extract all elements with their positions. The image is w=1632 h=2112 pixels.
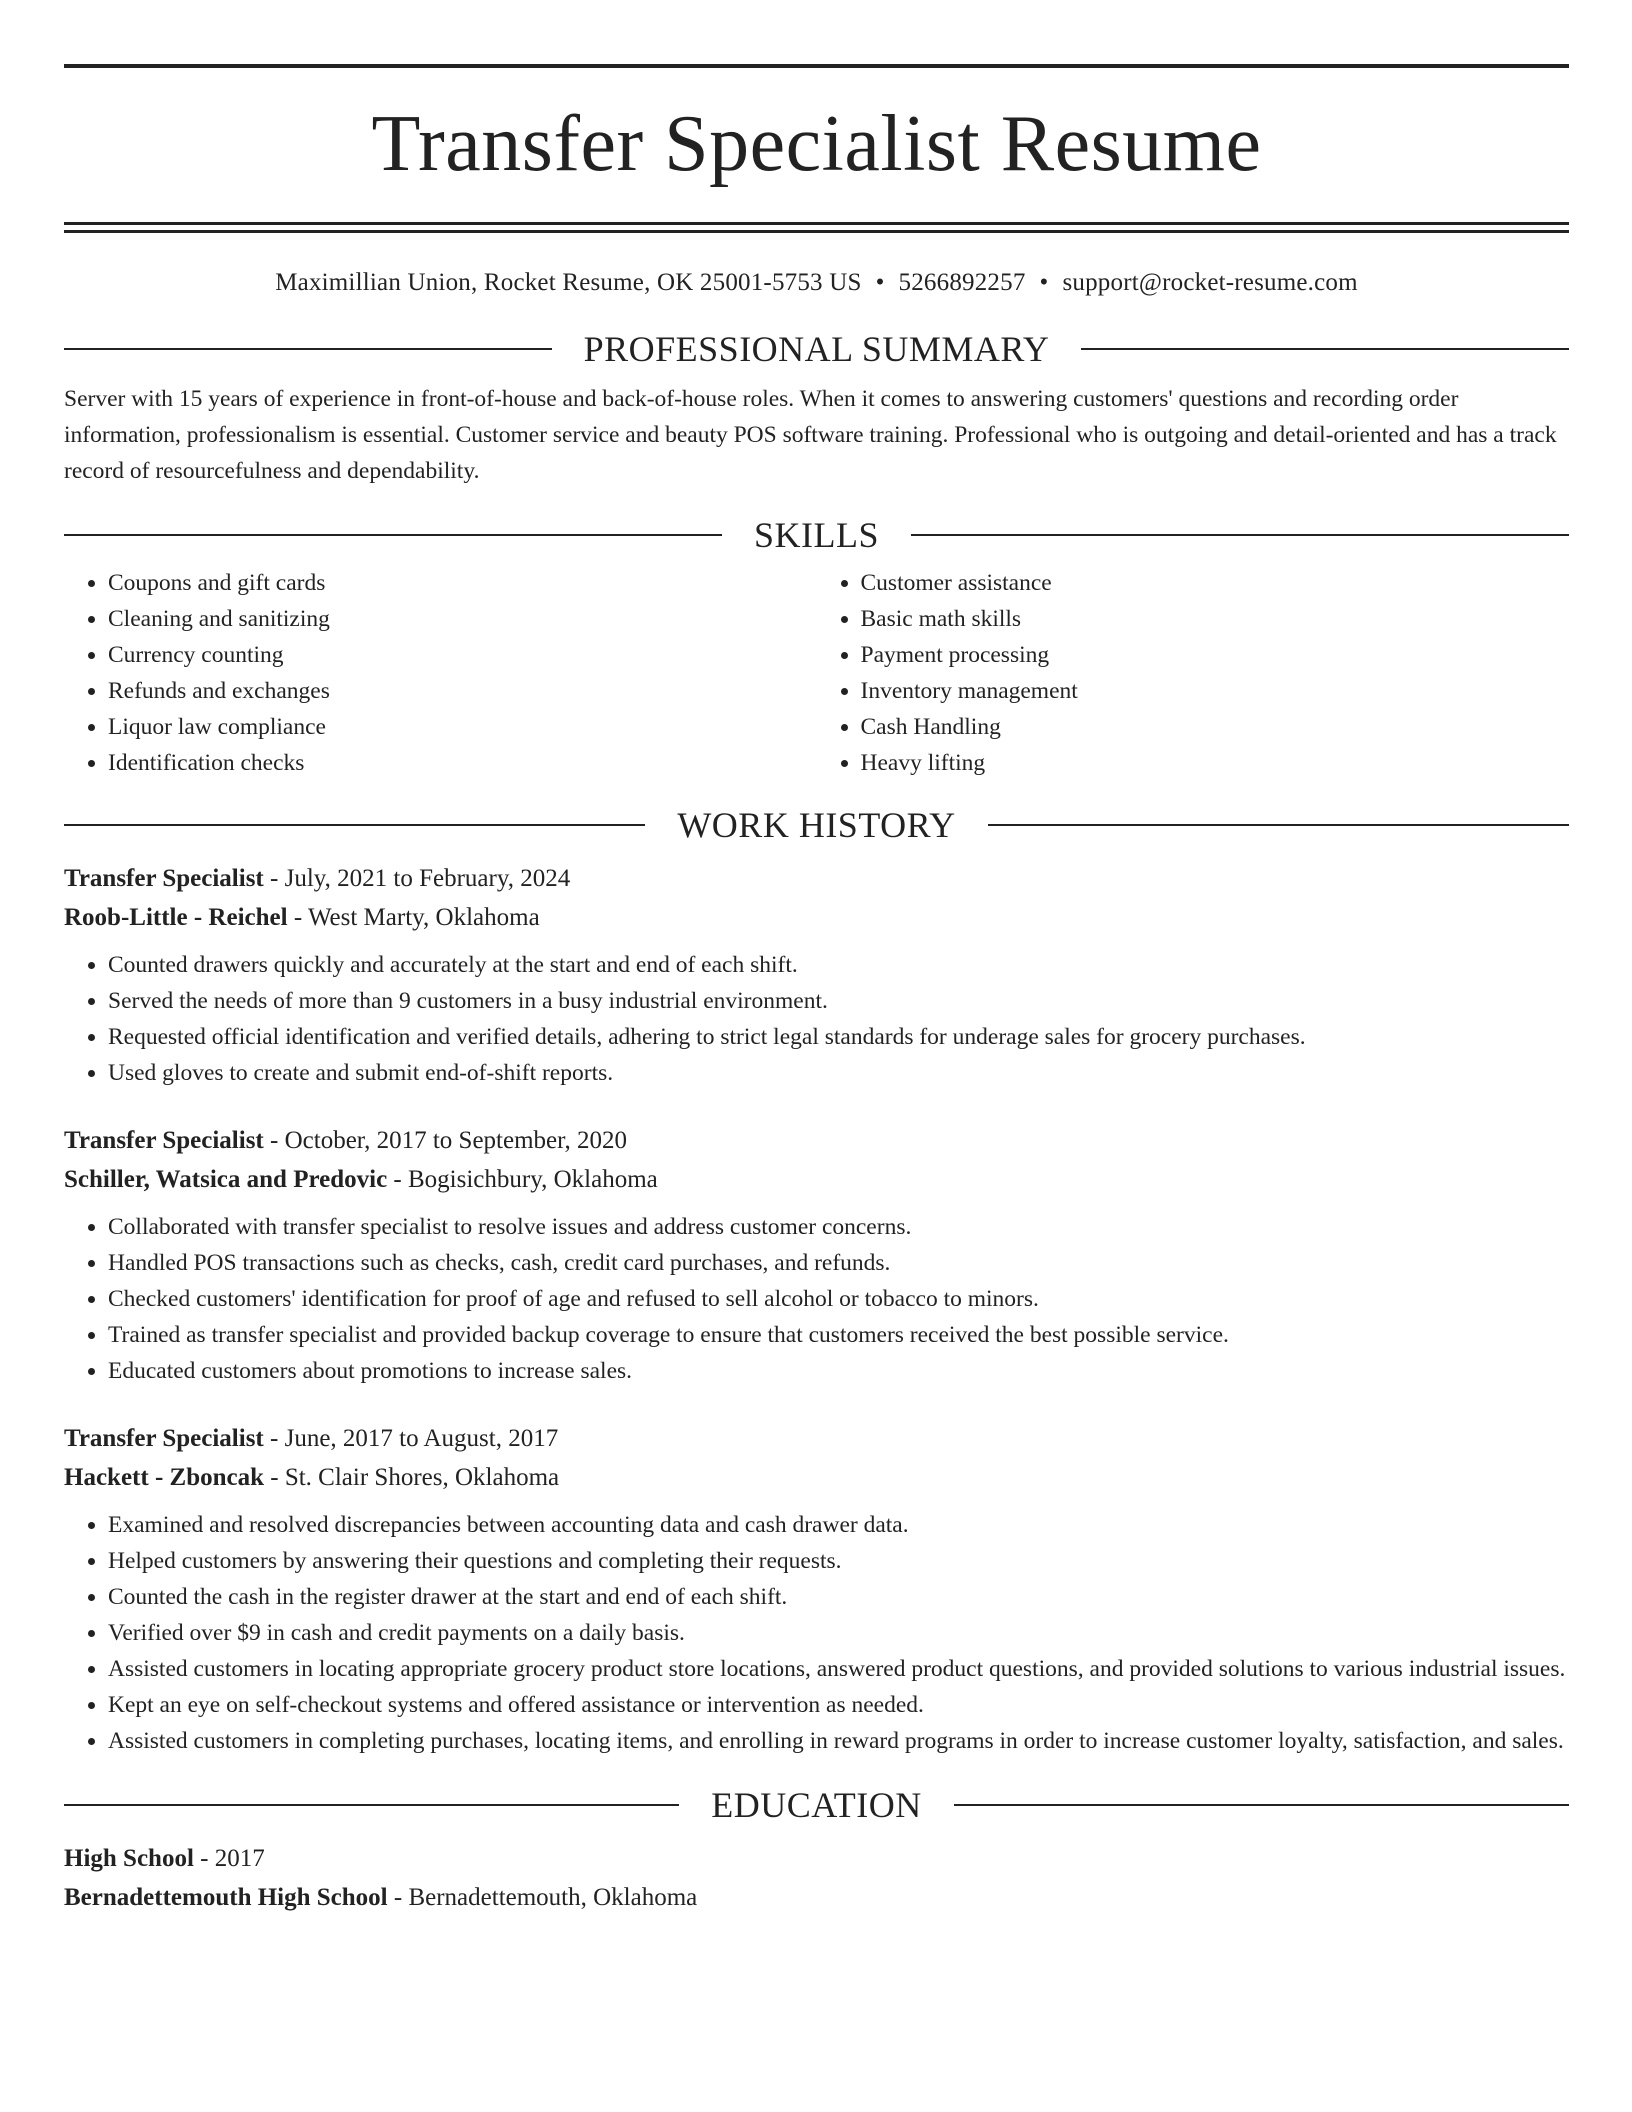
job-bullet: • Checked customers' identification for proof of age and refused to sell alcohol or tobacco to minors. — [108, 1281, 1569, 1317]
work-section-header — [64, 805, 1569, 845]
job-bullet: • Served the needs of more than 9 customers in a busy industrial environment. — [108, 983, 1569, 1019]
job-bullet: • Collaborated with transfer specialist to resolve issues and address customer concerns. — [108, 1209, 1569, 1245]
job-bullet: • Handled POS transactions such as checks, cash, credit card purchases, and refunds. — [108, 1245, 1569, 1281]
education-degree: High School — [64, 1845, 194, 1872]
section-divider — [954, 1804, 1569, 1806]
job-title: Transfer Specialist — [64, 1127, 264, 1154]
section-divider — [1081, 348, 1569, 350]
skill-item: • Cleaning and sanitizing — [108, 601, 817, 637]
job-bullet: • Examined and resolved discrepancies between accounting data and cash drawer data. — [108, 1507, 1569, 1543]
job-company-line: Roob-Little - Reichel - West Marty, Oklahoma — [64, 904, 540, 931]
job-entry — [64, 1419, 1569, 1759]
skill-item: • Basic math skills — [861, 601, 1570, 637]
skills-heading: SKILLS — [754, 515, 880, 555]
job-bullets — [64, 1209, 1569, 1389]
job-bullet: • Counted the cash in the register drawer at the start and end of each shift. — [108, 1579, 1569, 1615]
summary-heading: PROFESSIONAL SUMMARY — [583, 329, 1050, 369]
job-entry — [64, 1121, 1569, 1389]
section-divider — [64, 1804, 679, 1806]
education-school: Bernadettemouth High School — [64, 1884, 388, 1911]
skill-item: • Liquor law compliance — [108, 709, 817, 745]
job-bullet: • Counted drawers quickly and accurately at the start and end of each shift. — [108, 947, 1569, 983]
section-divider — [911, 534, 1569, 536]
job-title: Transfer Specialist — [64, 865, 264, 892]
section-divider — [988, 824, 1569, 826]
job-title: Transfer Specialist — [64, 1425, 264, 1452]
work-heading: WORK HISTORY — [677, 805, 956, 845]
skill-item: • Refunds and exchanges — [108, 673, 817, 709]
job-title-line: Transfer Specialist - October, 2017 to September, 2020 — [64, 1127, 627, 1154]
education-heading: EDUCATION — [711, 1785, 922, 1825]
skill-item: • Coupons and gift cards — [108, 565, 817, 601]
job-bullet: • Kept an eye on self-checkout systems and offered assistance or intervention as needed. — [108, 1687, 1569, 1723]
resume-title: Transfer Specialist Resume — [371, 100, 1262, 188]
skills-column-left — [64, 565, 817, 781]
job-bullets — [64, 1507, 1569, 1759]
job-location: St. Clair Shores, Oklahoma — [284, 1464, 560, 1491]
skill-item: • Payment processing — [861, 637, 1570, 673]
job-dates: October, 2017 to September, 2020 — [284, 1127, 627, 1154]
job-dates: June, 2017 to August, 2017 — [284, 1425, 559, 1452]
job-entry — [64, 859, 1569, 1091]
job-bullet: • Verified over $9 in cash and credit payments on a daily basis. — [108, 1615, 1569, 1651]
education-location: Bernadettemouth, Oklahoma — [408, 1884, 698, 1911]
skill-item: • Customer assistance — [861, 565, 1570, 601]
job-bullets — [64, 947, 1569, 1091]
job-title-line: Transfer Specialist - June, 2017 to August, 2017 — [64, 1425, 559, 1452]
job-title-line: Transfer Specialist - July, 2021 to February, 2024 — [64, 865, 571, 892]
contact-separator: • — [875, 269, 885, 296]
skill-item: • Currency counting — [108, 637, 817, 673]
education-school-line: Bernadettemouth High School - Bernadettemouth, Oklahoma — [64, 1884, 698, 1911]
job-bullet: • Helped customers by answering their questions and completing their requests. — [108, 1543, 1569, 1579]
skills-column-right — [817, 565, 1570, 781]
skill-item: • Inventory management — [861, 673, 1570, 709]
skill-item: • Cash Handling — [861, 709, 1570, 745]
job-bullet: • Trained as transfer specialist and provided backup coverage to ensure that customers received the best possible service. — [108, 1317, 1569, 1353]
top-rule — [64, 64, 1569, 68]
job-bullet: • Educated customers about promotions to increase sales. — [108, 1353, 1569, 1389]
section-divider — [64, 534, 722, 536]
job-location: West Marty, Oklahoma — [307, 904, 540, 931]
job-company-line: Schiller, Watsica and Predovic - Bogisichbury, Oklahoma — [64, 1166, 658, 1193]
skill-item: • Identification checks — [108, 745, 817, 781]
job-bullet: • Assisted customers in completing purchases, locating items, and enrolling in reward programs in order to increase customer loyalty, satisfaction, and sales. — [108, 1723, 1569, 1759]
skills-list — [64, 565, 1569, 781]
contact-line — [64, 267, 1569, 299]
job-company: Hackett - Zboncak — [64, 1464, 264, 1491]
contact-separator: • — [1039, 269, 1049, 296]
section-divider — [64, 348, 552, 350]
skill-item: • Heavy lifting — [861, 745, 1570, 781]
contact-phone: 5266892257 — [898, 269, 1026, 296]
education-entry — [64, 1839, 1569, 1917]
job-company: Schiller, Watsica and Predovic — [64, 1166, 388, 1193]
title-double-rule — [64, 222, 1569, 233]
job-location: Bogisichbury, Oklahoma — [408, 1166, 658, 1193]
contact-email: support@rocket-resume.com — [1062, 269, 1358, 296]
job-bullet: • Used gloves to create and submit end-of-shift reports. — [108, 1055, 1569, 1091]
section-divider — [64, 824, 645, 826]
job-company-line: Hackett - Zboncak - St. Clair Shores, Oklahoma — [64, 1464, 560, 1491]
job-dates: July, 2021 to February, 2024 — [284, 865, 571, 892]
job-bullet: • Assisted customers in locating appropriate grocery product store locations, answered product questions, and provided solutions to various industrial issues. — [108, 1651, 1569, 1687]
contact-address: Maximillian Union, Rocket Resume, OK 25001-5753 US — [275, 269, 862, 296]
education-year: 2017 — [214, 1845, 265, 1872]
job-bullet: • Requested official identification and verified details, adhering to strict legal standards for underage sales for grocery purchases. — [108, 1019, 1569, 1055]
education-section-header — [64, 1785, 1569, 1825]
summary-section-header — [64, 329, 1569, 369]
resume-page — [64, 64, 1569, 1917]
job-company: Roob-Little - Reichel — [64, 904, 288, 931]
education-degree-line: High School - 2017 — [64, 1845, 265, 1872]
summary-text: Server with 15 years of experience in front-of-house and back-of-house roles. When it comes to answering customers' questions and recording order information, professionalism is essential. Customer service and beauty POS software training. Professional who is outgoing and detail-oriented and has a track record of resourcefulness and dependability. — [64, 386, 1557, 484]
skills-section-header — [64, 515, 1569, 555]
